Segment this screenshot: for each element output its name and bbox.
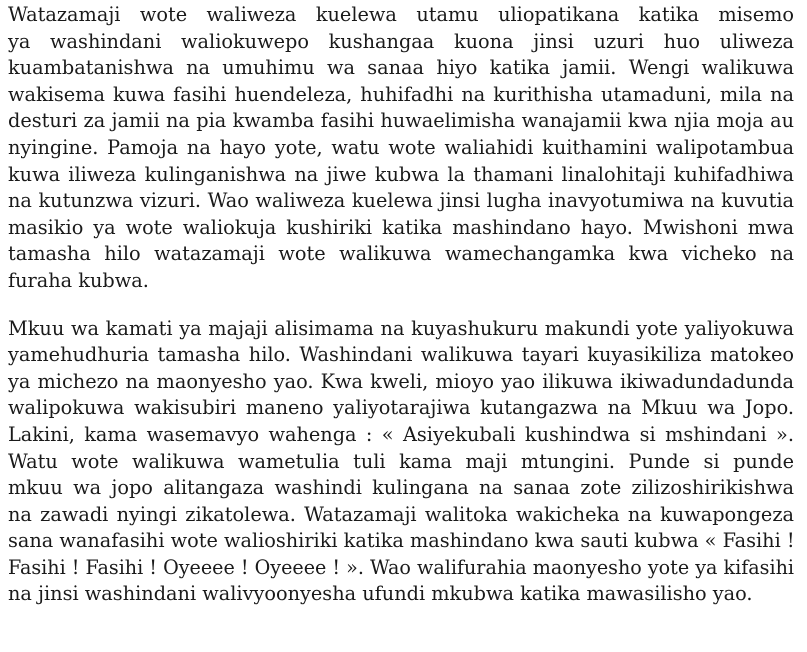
text-line: sana wanafasihi wote walioshiriki katika mashindano kwa sauti kubwa « Fasihi ! xyxy=(8,529,795,553)
text-line: Lakini, kama wasemavyo wahenga : « Asiyekubali kushindwa si mshindani ». xyxy=(8,422,794,446)
document-page xyxy=(8,2,794,608)
text-line: masikio ya wote waliokuja kushiriki katika mashindano hayo. Mwishoni mwa xyxy=(8,215,794,239)
text-line: nyingine. Pamoja na hayo yote, watu wote waliahidi kuithamini walipotambua xyxy=(8,135,794,159)
text-line: na zawadi nyingi zikatolewa. Watazamaji walitoka wakicheka na kuwapongeza xyxy=(8,502,794,526)
text-line: furaha kubwa. xyxy=(8,268,149,292)
text-line: ya washindani waliokuwepo kushangaa kuona jinsi uzuri huo uliweza xyxy=(8,29,794,53)
text-line: na jinsi washindani walivyoonyesha ufundi mkubwa katika mawasilisho yao. xyxy=(8,582,753,606)
text-line: Watu wote walikuwa wametulia tuli kama maji mtungini. Punde si punde xyxy=(8,449,794,473)
text-line: mkuu wa jopo alitangaza washindi kulingana na sanaa zote zilizoshirikishwa xyxy=(8,476,794,500)
paragraph-2 xyxy=(8,316,794,609)
text-line: Fasihi ! Fasihi ! Oyeeee ! Oyeeee ! ». Wao walifurahia maonyesho yote ya kifasihi xyxy=(8,555,794,579)
paragraph-gap xyxy=(8,295,794,316)
text-line: tamasha hilo watazamaji wote walikuwa wamechangamka kwa vicheko na xyxy=(8,242,794,266)
text-line: kuambatanishwa na umuhimu wa sanaa hiyo katika jamii. Wengi walikuwa xyxy=(8,56,794,80)
text-line: Mkuu wa kamati ya majaji alisimama na kuyashukuru makundi yote yaliyokuwa xyxy=(8,316,794,340)
text-line: walipokuwa wakisubiri maneno yaliyotarajiwa kutangazwa na Mkuu wa Jopo. xyxy=(8,396,794,420)
text-line: yamehudhuria tamasha hilo. Washindani walikuwa tayari kuyasikiliza matokeo xyxy=(8,343,794,367)
paragraph-1 xyxy=(8,2,794,295)
text-line: wakisema kuwa fasihi huendeleza, huhifadhi na kurithisha utamaduni, mila na xyxy=(8,82,794,106)
text-line: ya michezo na maonyesho yao. Kwa kweli, mioyo yao ilikuwa ikiwadundadunda xyxy=(8,369,794,393)
text-line: kuwa iliweza kulinganishwa na jiwe kubwa la thamani linalohitaji kuhifadhiwa xyxy=(8,162,794,186)
text-line: Watazamaji wote waliweza kuelewa utamu uliopatikana katika misemo xyxy=(8,3,794,26)
text-line: desturi za jamii na pia kwamba fasihi huwaelimisha wanajamii kwa njia moja au xyxy=(8,109,794,133)
text-line: na kutunzwa vizuri. Wao waliweza kuelewa jinsi lugha inavyotumiwa na kuvutia xyxy=(8,189,794,213)
